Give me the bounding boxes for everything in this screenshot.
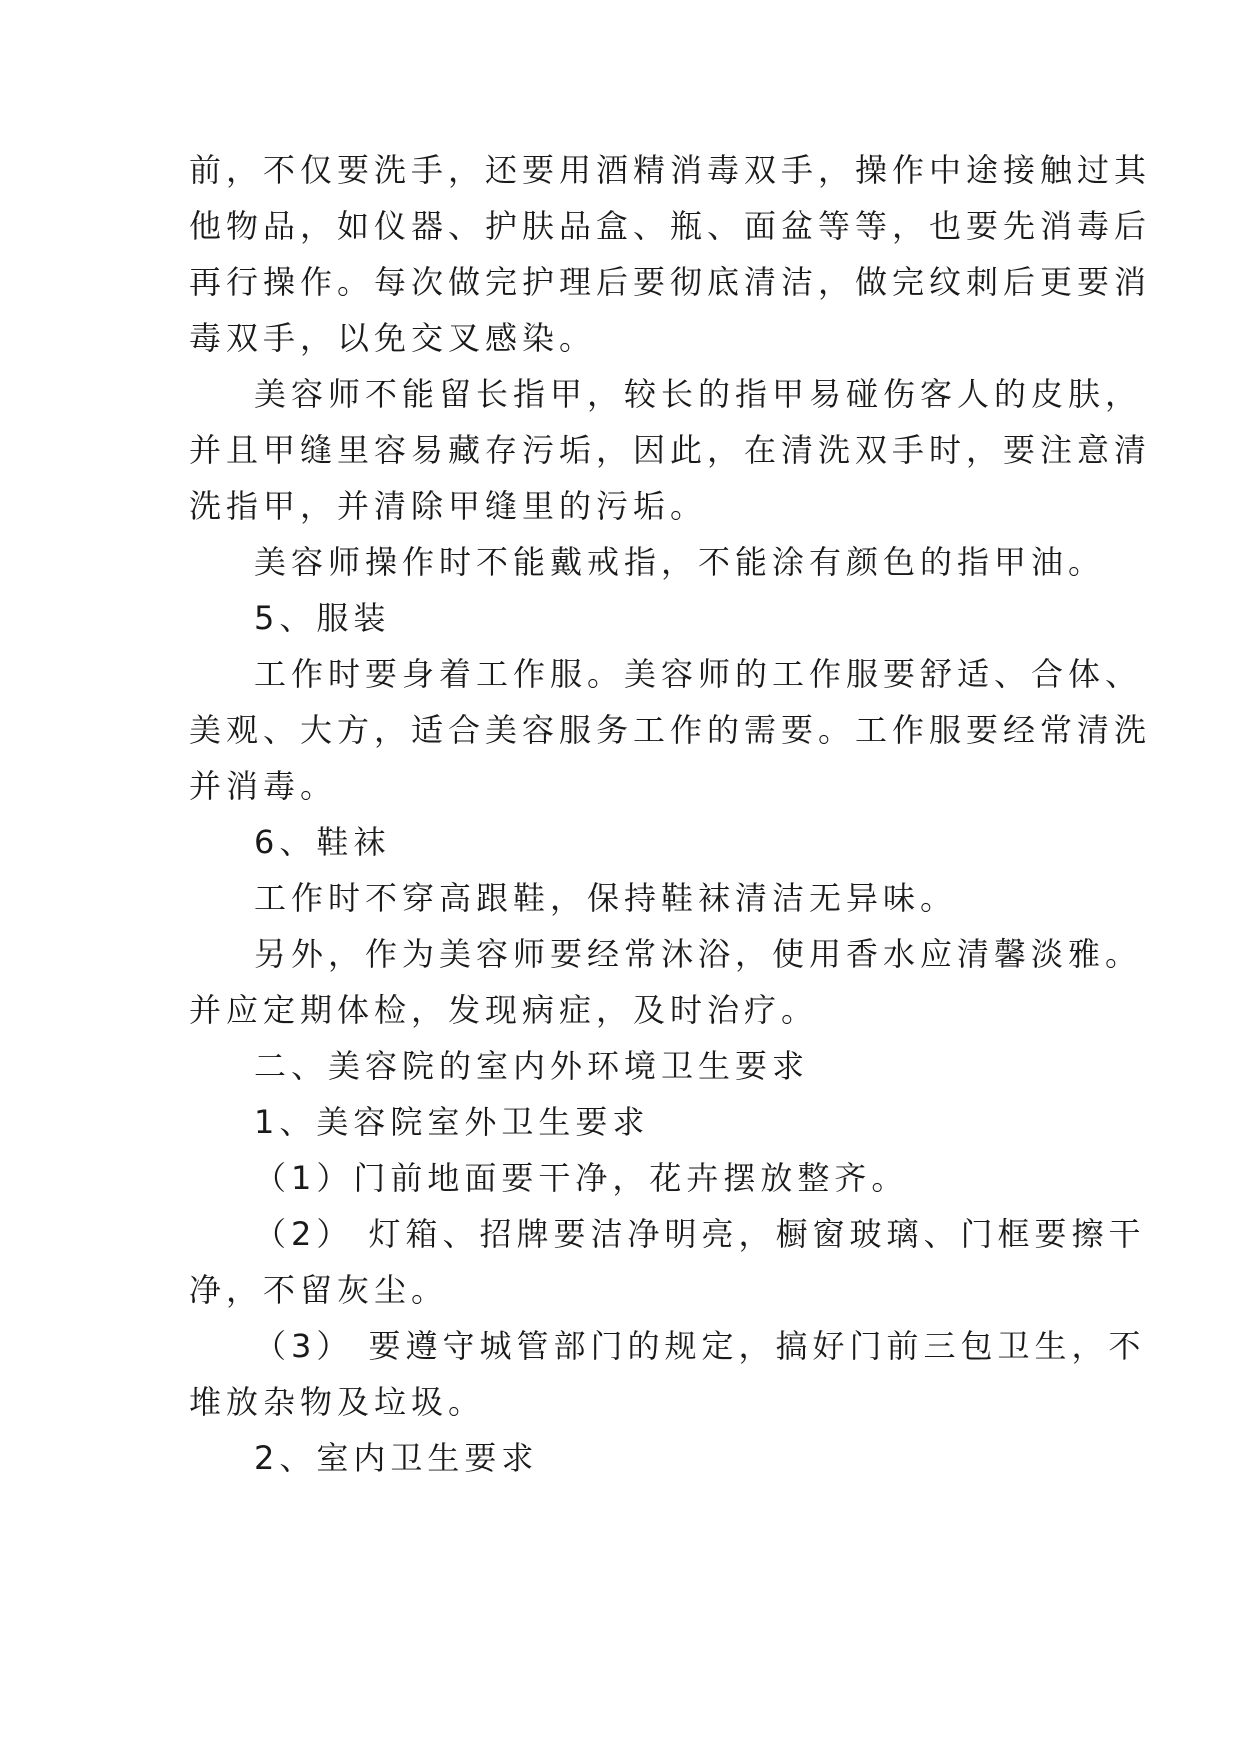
paragraph-line: 工作时不穿高跟鞋，保持鞋袜清洁无异味。 bbox=[254, 879, 958, 917]
paragraph-line: 并应定期体检，发现病症，及时治疗。 bbox=[189, 991, 819, 1029]
section-heading: 二、美容院的室内外环境卫生要求 bbox=[254, 1047, 810, 1085]
list-item-line: （1）门前地面要干净，花卉摆放整齐。 bbox=[254, 1159, 909, 1197]
section-heading: 1、美容院室外卫生要求 bbox=[254, 1103, 650, 1141]
section-heading: 2、室内卫生要求 bbox=[254, 1439, 539, 1477]
list-item-line: 堆放杂物及垃圾。 bbox=[189, 1383, 486, 1421]
paragraph-line: 毒双手，以免交叉感染。 bbox=[189, 319, 597, 357]
list-item-line: （2） 灯箱、招牌要洁净明亮，橱窗玻璃、门框要擦干 bbox=[254, 1215, 1146, 1253]
paragraph-line: 并且甲缝里容易藏存污垢，因此，在清洗双手时，要注意清 bbox=[189, 431, 1152, 469]
paragraph-line: 美观、大方，适合美容服务工作的需要。工作服要经常清洗 bbox=[189, 711, 1152, 749]
paragraph-line: 再行操作。每次做完护理后要彻底清洁，做完纹刺后更要消 bbox=[189, 263, 1152, 301]
paragraph-line: 并消毒。 bbox=[189, 767, 338, 805]
paragraph-line: 另外，作为美容师要经常沐浴，使用香水应清馨淡雅。 bbox=[254, 935, 1143, 973]
list-item-line: （3） 要遵守城管部门的规定，搞好门前三包卫生，不 bbox=[254, 1327, 1146, 1365]
paragraph-line: 他物品，如仪器、护肤品盒、瓶、面盆等等，也要先消毒后 bbox=[189, 207, 1152, 245]
list-item-line: 净，不留灰尘。 bbox=[189, 1271, 449, 1309]
paragraph-line: 美容师不能留长指甲，较长的指甲易碰伤客人的皮肤， bbox=[254, 375, 1143, 413]
paragraph-line: 前，不仅要洗手，还要用酒精消毒双手，操作中途接触过其 bbox=[189, 151, 1152, 189]
section-heading: 6、鞋袜 bbox=[254, 823, 391, 861]
paragraph-line: 工作时要身着工作服。美容师的工作服要舒适、合体、 bbox=[254, 655, 1143, 693]
section-heading: 5、服装 bbox=[254, 599, 391, 637]
paragraph-line: 洗指甲，并清除甲缝里的污垢。 bbox=[189, 487, 708, 525]
paragraph-line: 美容师操作时不能戴戒指，不能涂有颜色的指甲油。 bbox=[254, 543, 1106, 581]
